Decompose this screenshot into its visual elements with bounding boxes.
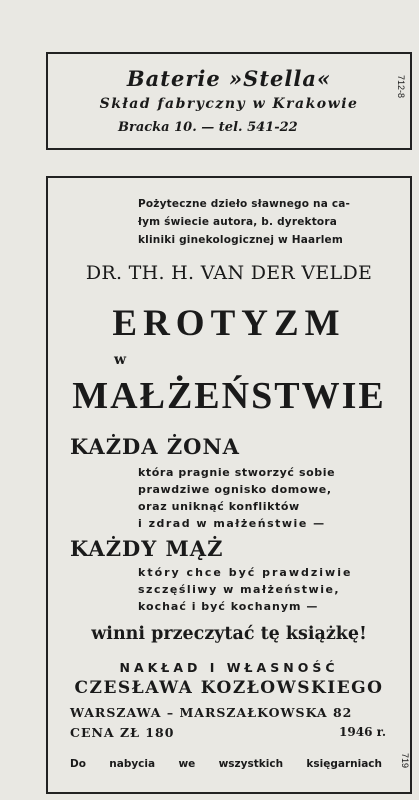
book-ad-code: 719 <box>400 752 410 768</box>
reading-appeal: winni przeczytać tę książkę! <box>91 624 367 644</box>
battery-brand: Baterie »Stella« <box>126 66 332 91</box>
book-description-line: łym świecie autora, b. dyrektora <box>138 216 338 228</box>
book-description-line: kliniki ginekologicznej w Haarlem <box>138 234 343 246</box>
publisher-name: CZESŁAWA KOZŁOWSKIEGO <box>74 678 384 698</box>
availability-word: nabycia <box>109 758 156 770</box>
wife-text-line: która pragnie stworzyć sobie <box>138 466 336 479</box>
book-description-line: Pożyteczne dzieło sławnego na ca- <box>138 198 351 210</box>
book-title-sub: MAŁŻEŃSTWIE <box>72 375 386 417</box>
availability-word: księgarniach <box>306 758 382 770</box>
husband-heading: KAŻDY MĄŻ <box>70 536 224 561</box>
husband-text-line: kochać i być kochanym — <box>138 600 319 613</box>
publisher-label: NAKŁAD I WŁASNOŚĆ <box>119 660 339 675</box>
book-author: DR. TH. H. VAN DER VELDE <box>85 262 373 284</box>
wife-text-line: prawdziwe ognisko domowe, <box>138 483 332 496</box>
battery-ad-code: 712-8 <box>396 74 406 98</box>
book-title-main: EROTYZM <box>112 303 346 344</box>
publisher-address: WARSZAWA – MARSZAŁKOWSKA 82 <box>70 705 353 720</box>
availability-word: we <box>178 758 196 770</box>
battery-address: Bracka 10. — tel. 541-22 <box>118 120 298 135</box>
book-advertisement <box>46 176 412 794</box>
publication-year: 1946 r. <box>339 725 386 739</box>
availability-word: wszystkich <box>218 758 284 770</box>
wife-text-line: oraz uniknąć konfliktów <box>138 500 300 513</box>
battery-advertisement <box>46 52 412 150</box>
book-price: CENA ZŁ 180 <box>70 725 175 740</box>
book-title-connector: w <box>114 352 127 368</box>
availability-word: Do <box>70 758 86 770</box>
wife-heading: KAŻDA ŻONA <box>70 434 240 459</box>
wife-text-line: i zdrad w małżeństwie — <box>138 517 326 530</box>
husband-text-line: który chce być prawdziwie <box>138 566 353 579</box>
husband-text-line: szczęśliwy w małżeństwie, <box>138 583 341 596</box>
battery-subtitle: Skład fabryczny w Krakowie <box>99 96 359 112</box>
availability-note <box>70 758 382 770</box>
